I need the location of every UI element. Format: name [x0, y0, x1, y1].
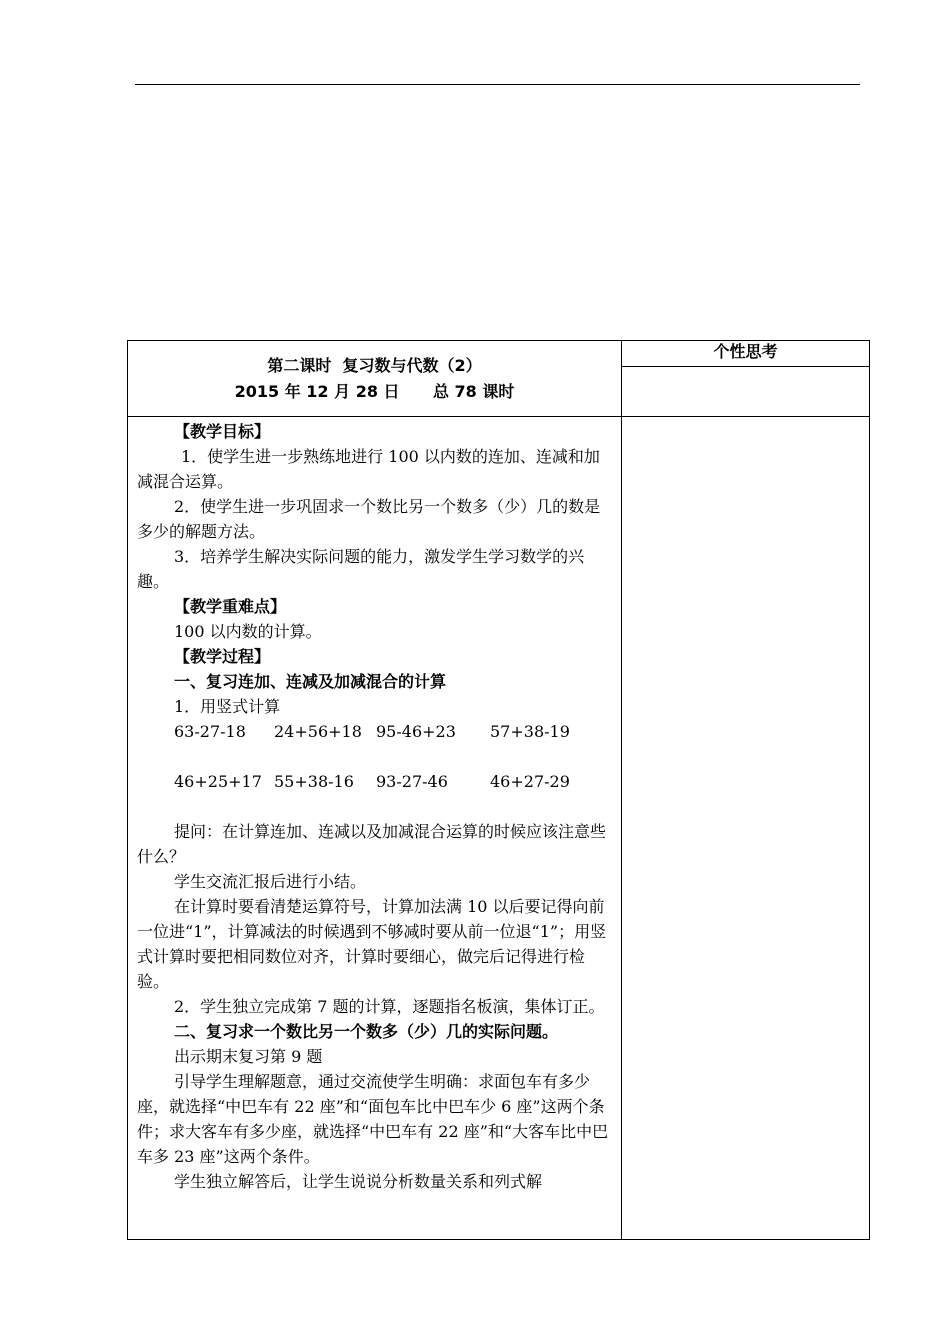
lesson-plan-table	[127, 340, 870, 1240]
expression: 57+38-19	[490, 722, 570, 741]
summary-intro: 学生交流汇报后进行小结。	[174, 872, 367, 891]
lesson-title: 第二课时 复习数与代数（2）	[267, 355, 482, 375]
lesson-date: 2015 年 12 月 28 日 总 78 课时	[234, 381, 515, 401]
lesson-title-cell	[128, 341, 622, 417]
goals-heading: 【教学目标】	[174, 422, 271, 441]
expression: 46+25+17	[174, 772, 262, 791]
expression: 55+38-16	[274, 772, 354, 791]
expression: 93-27-46	[376, 772, 448, 791]
expression-row-1	[137, 719, 613, 744]
header-rule	[135, 84, 860, 85]
section-2-heading: 二、复习求一个数比另一个数多（少）几的实际问题。	[174, 1022, 559, 1041]
expression: 95-46+23	[376, 722, 456, 741]
key-points-text: 100 以内数的计算。	[174, 622, 322, 641]
thinking-notes-cell	[622, 417, 870, 1240]
key-points-heading: 【教学重难点】	[174, 597, 287, 616]
lesson-content	[137, 419, 613, 1194]
content-cell	[128, 417, 622, 1240]
blank-line	[137, 744, 613, 769]
step-2: 2．学生独立完成第 7 题的计算，逐题指名板演，集体订正。	[174, 997, 605, 1016]
expression: 63-27-18	[174, 722, 246, 741]
last-line: 学生独立解答后，让学生说说分析数量关系和列式解	[174, 1172, 543, 1191]
section-1-heading: 一、复习连加、连减及加减混合的计算	[174, 672, 447, 691]
expression-row-2	[137, 769, 613, 794]
goal-2: 2．使学生进一步巩固求一个数比另一个数多（少）几的数是多少的解题方法。	[137, 497, 601, 541]
summary: 在计算时要看清楚运算符号，计算加法满 10 以后要记得向前一位进“1”，计算减法的时候遇到不够减时要从前一位退“1”；用竖式计算时要把相同数位对齐，计算时要细心，做完后记得进行检验。	[137, 897, 607, 991]
step-1: 1．用竖式计算	[174, 697, 281, 716]
blank-line	[137, 794, 613, 819]
expression: 46+27-29	[490, 772, 570, 791]
side-empty-cell	[622, 367, 870, 417]
expression: 24+56+18	[274, 722, 362, 741]
side-heading-cell	[622, 341, 870, 367]
process-heading: 【教学过程】	[174, 647, 271, 666]
goal-3: 3．培养学生解决实际问题的能力，激发学生学习数学的兴趣。	[137, 547, 585, 591]
goal-1: 1．使学生进一步熟练地进行 100 以内数的连加、连减和加减混合运算。	[137, 447, 600, 491]
guide-text: 引导学生理解题意，通过交流使学生明确：求面包车有多少座，就选择“中巴车有 22 座”和“面包车比中巴车少 6 座”这两个条件；求大客车有多少座，就选择“中巴车有 22 座”和“大客车比中巴车多 23 座”这两个条件。	[137, 1072, 609, 1166]
side-heading: 个性思考	[713, 342, 778, 361]
question: 提问：在计算连加、连减以及加减混合运算的时候应该注意些什么？	[137, 822, 607, 866]
show-problem: 出示期末复习第 9 题	[174, 1047, 323, 1066]
